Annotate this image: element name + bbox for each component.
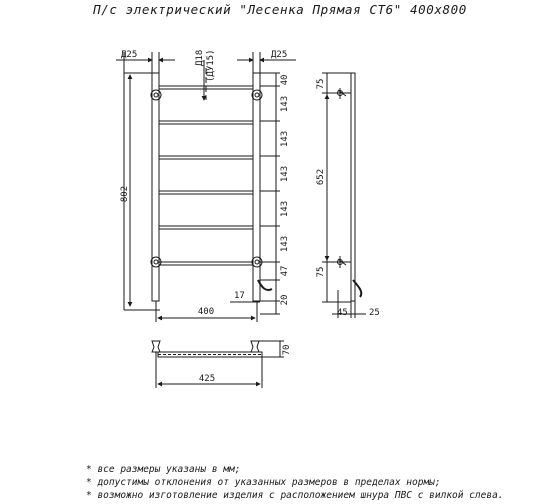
svg-text:143: 143 [280,165,290,183]
offset-17-label: 17 [234,291,245,301]
du15-label: (ДУ15) [206,49,216,82]
note-item: * все размеры указаны в мм; [86,464,241,475]
side-652-label: 652 [316,168,326,186]
svg-text:40: 40 [280,74,290,86]
width-400-label: 400 [197,307,215,317]
note-item: * возможно изготовление изделия с расположением шнура ПВС с вилкой слева. [86,490,504,501]
right-ticks [260,73,280,314]
svg-text:47: 47 [280,265,290,277]
svg-text:143: 143 [280,130,290,148]
mount-flanges [151,90,262,267]
svg-text:143: 143 [280,235,290,253]
depth-25-label: 25 [369,308,380,318]
bottom-width-425-label: 425 [198,374,216,384]
side-bottom-75-label: 75 [316,266,326,278]
bottom-height-70-label: 70 [282,344,292,356]
depth-45-label: 45 [337,308,348,318]
front-view [116,49,296,322]
side-view [322,73,366,318]
note-item: * допустимы отклонения от указанных размеров в пределах нормы; [86,477,441,488]
rungs [159,86,253,265]
spacing-labels [280,75,290,306]
d25-left-label: Д25 [121,50,138,60]
bottom-view [152,341,284,388]
drawing-title: П/с электрический "Лесенка Прямая СТ6" 400х800 [93,2,467,17]
svg-text:143: 143 [280,200,290,218]
notes-list [86,463,504,502]
d25-right-label: Д25 [271,50,288,60]
svg-text:20: 20 [280,294,290,306]
height-802-label: 802 [120,185,130,203]
side-top-75-label: 75 [316,78,326,90]
svg-text:143: 143 [280,95,290,113]
d18-label: Д18 [195,49,205,66]
